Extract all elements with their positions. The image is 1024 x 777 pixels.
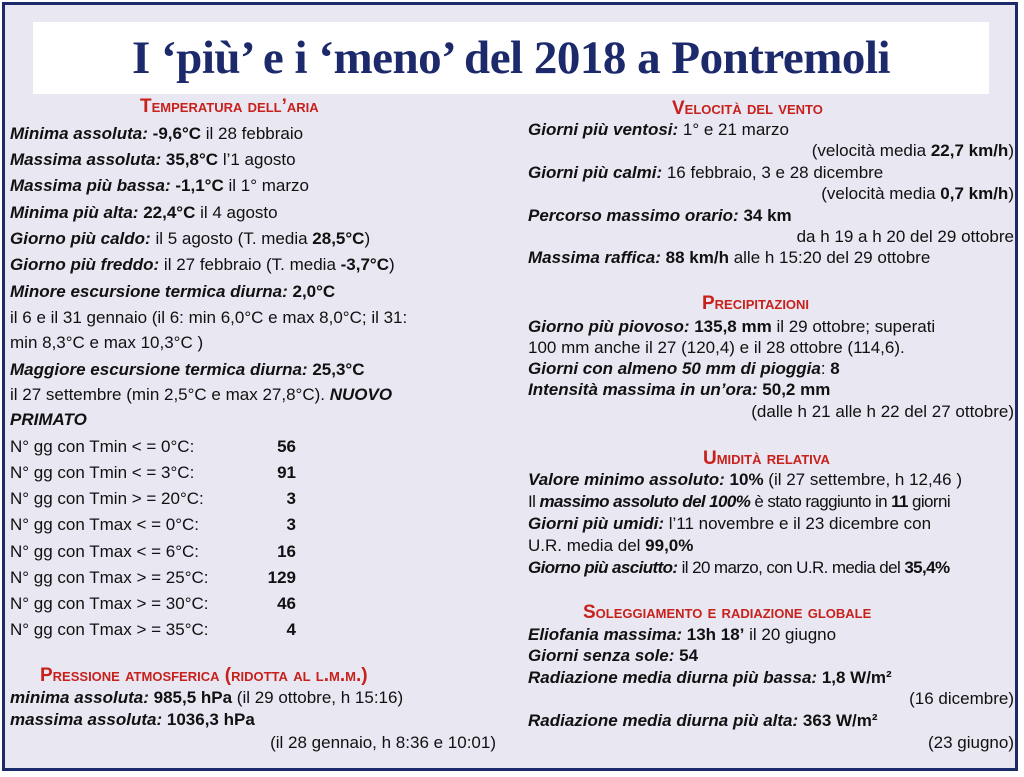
stat-giorno-piu-piovoso: Giorno più piovoso: 135,8 mm il 29 ottobre; superati <box>528 317 936 336</box>
stat-giorni-ventosi-detail: (velocità media 22,7 km/h) <box>811 141 1014 160</box>
stat-giorni-piu-umidi-detail: U.R. media del 99,0% <box>528 536 694 555</box>
stat-giorni-piu-umidi: Giorni più umidi: l’11 novembre e il 23 dicembre con <box>528 514 932 533</box>
stat-giorni-almeno-50mm: Giorni con almeno 50 mm di pioggia: 8 <box>528 359 840 378</box>
count-row: N° gg con Tmax > = 25°C: 129 <box>10 568 296 587</box>
stat-giorni-ventosi: Giorni più ventosi: 1° e 21 marzo <box>528 120 789 139</box>
stat-giorni-senza-sole: Giorni senza sole: 54 <box>528 646 699 665</box>
stat-minima-assoluta: Minima assoluta: -9,6°C il 28 febbraio <box>10 124 304 143</box>
stat-percorso-massimo-detail: da h 19 a h 20 del 29 ottobre <box>796 227 1014 246</box>
count-row: N° gg con Tmin < = 3°C: 91 <box>10 463 296 482</box>
stat-radiazione-alta-detail: (23 giugno) <box>927 733 1014 752</box>
stat-intensita-massima: Intensità massima in un’ora: 50,2 mm <box>528 380 831 399</box>
stat-pressione-minima: minima assoluta: 985,5 hPa (il 29 ottobre, h 15:16) <box>10 688 404 707</box>
section-heading-soleggiamento: Soleggiamento e radiazione globale <box>583 602 872 623</box>
stat-giorno-piu-piovoso-detail: 100 mm anche il 27 (120,4) e il 28 ottobre (114,6). <box>528 338 905 357</box>
stat-umidita-massimo: Il massimo assoluto del 100% è stato raggiunto in 11 giorni <box>528 492 951 511</box>
section-heading-pressione: Pressione atmosferica (ridotta al l.m.m.) <box>40 665 368 686</box>
stat-maggiore-escursione-detail: il 27 settembre (min 2,5°C e max 27,8°C). NUOVO <box>10 385 393 404</box>
section-heading-vento: Velocità del vento <box>672 98 823 119</box>
stat-giorno-piu-asciutto: Giorno più asciutto: il 20 marzo, con U.R. media del 35,4% <box>528 558 950 577</box>
stat-minima-piu-alta: Minima più alta: 22,4°C il 4 agosto <box>10 203 278 222</box>
count-row: N° gg con Tmax > = 30°C: 46 <box>10 594 296 613</box>
stat-massima-raffica: Massima raffica: 88 km/h alle h 15:20 del 29 ottobre <box>528 248 931 267</box>
title-banner <box>33 22 989 94</box>
stat-maggiore-escursione: Maggiore escursione termica diurna: 25,3°C <box>10 360 365 379</box>
stat-umidita-minimo: Valore minimo assoluto: 10% (il 27 settembre, h 12,46 ) <box>528 470 962 489</box>
stat-minore-escursione: Minore escursione termica diurna: 2,0°C <box>10 282 336 301</box>
section-heading-precipitazioni: Precipitazioni <box>702 293 810 314</box>
stat-percorso-massimo: Percorso massimo orario: 34 km <box>528 206 792 225</box>
stat-eliofania-massima: Eliofania massima: 13h 18’ il 20 giugno <box>528 625 837 644</box>
count-row: N° gg con Tmax > = 35°C: 4 <box>10 620 296 639</box>
count-row: N° gg con Tmax < = 0°C: 3 <box>10 515 296 534</box>
page-title: I ‘più’ e i ‘meno’ del 2018 a Pontremoli <box>131 32 891 84</box>
stat-giorno-piu-freddo: Giorno più freddo: il 27 febbraio (T. media -3,7°C) <box>10 255 395 274</box>
stat-minore-escursione-detail-2: min 8,3°C e max 10,3°C ) <box>10 333 204 352</box>
stat-massima-assoluta: Massima assoluta: 35,8°C l’1 agosto <box>10 150 296 169</box>
count-row: N° gg con Tmax < = 6°C: 16 <box>10 542 296 561</box>
stat-intensita-massima-detail: (dalle h 21 alle h 22 del 27 ottobre) <box>751 402 1014 421</box>
stat-pressione-massima-detail: (il 28 gennaio, h 8:36 e 10:01) <box>270 733 496 752</box>
stat-massima-piu-bassa: Massima più bassa: -1,1°C il 1° marzo <box>10 176 309 195</box>
stat-giorni-calmi: Giorni più calmi: 16 febbraio, 3 e 28 dicembre <box>528 163 884 182</box>
stat-pressione-massima: massima assoluta: 1036,3 hPa <box>10 710 255 729</box>
count-row: N° gg con Tmin < = 0°C: 56 <box>10 437 296 456</box>
stat-radiazione-bassa-detail: (16 dicembre) <box>909 689 1014 708</box>
section-heading-umidita: Umidità relativa <box>703 448 830 469</box>
stat-giorni-calmi-detail: (velocità media 0,7 km/h) <box>821 184 1014 203</box>
stat-giorno-piu-caldo: Giorno più caldo: il 5 agosto (T. media 28,5°C) <box>10 229 371 248</box>
stat-radiazione-bassa: Radiazione media diurna più bassa: 1,8 W/m² <box>528 668 892 687</box>
stat-radiazione-alta: Radiazione media diurna più alta: 363 W/m² <box>528 711 878 730</box>
section-heading-temperatura: Temperatura dell’aria <box>140 96 319 117</box>
count-row: N° gg con Tmin > = 20°C: 3 <box>10 489 296 508</box>
stat-minore-escursione-detail-1: il 6 e il 31 gennaio (il 6: min 6,0°C e max 8,0°C; il 31: <box>10 308 408 327</box>
nuovo-primato-label: PRIMATO <box>10 410 87 429</box>
